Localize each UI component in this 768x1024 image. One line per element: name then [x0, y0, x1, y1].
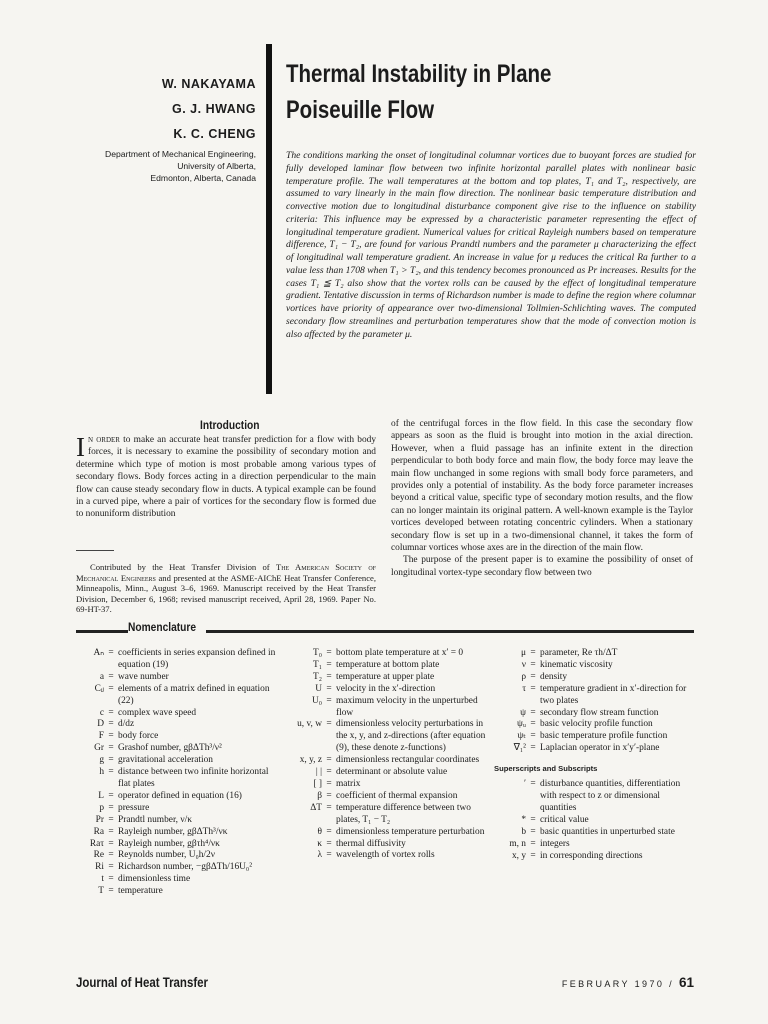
- nomenclature-symbol: U₀: [311, 695, 322, 706]
- nomenclature-entry: [494, 851, 694, 863]
- nomenclature-symbol: c: [99, 707, 104, 718]
- equals-sign: =: [530, 719, 536, 730]
- nomenclature-definition: Rayleigh number, gβΔTh³/νκ: [118, 826, 228, 837]
- nomenclature-symbol: ΔT: [310, 802, 322, 813]
- nomenclature-rule-left: [76, 630, 128, 633]
- nomenclature-definition: Reynolds number, U₀h/2ν: [118, 850, 215, 861]
- nomenclature-column-3: [494, 648, 694, 862]
- nomenclature-symbol: ∇₁²: [513, 743, 526, 754]
- page-footer: [562, 975, 694, 990]
- equals-sign: =: [108, 731, 114, 742]
- affiliation: [36, 148, 256, 184]
- equals-sign: =: [108, 707, 114, 718]
- nomenclature-definition: operator defined in equation (16): [118, 790, 242, 801]
- nomenclature-definition: temperature difference between two plates, T₁ − T₂: [336, 802, 471, 825]
- nomenclature-symbol: p: [99, 802, 104, 813]
- nomenclature-definition: dimensionless temperature perturbation: [336, 826, 485, 837]
- equals-sign: =: [326, 695, 332, 706]
- nomenclature-entry: [282, 755, 487, 767]
- nomenclature-entry: [494, 743, 694, 755]
- nomenclature-symbol: t: [101, 874, 104, 885]
- nomenclature-symbol: T₂: [313, 671, 322, 682]
- nomenclature-definition: distance between two infinite horizontal flat plates: [118, 767, 269, 789]
- nomenclature-definition: maximum velocity in the unperturbed flow: [336, 695, 478, 718]
- nomenclature-definition: basic quantities in unperturbed state: [540, 826, 675, 837]
- nomenclature-definition: critical value: [540, 814, 589, 825]
- issue-date: FEBRUARY 1970 /: [561, 979, 675, 989]
- nomenclature-definition: complex wave speed: [118, 707, 197, 718]
- equals-sign: =: [326, 671, 332, 682]
- nomenclature-symbol: L: [98, 790, 104, 801]
- nomenclature-symbol: λ: [317, 850, 322, 861]
- nomenclature-definition: dimensionless rectangular coordinates: [336, 755, 480, 766]
- nomenclature-entry: [76, 815, 276, 827]
- nomenclature-entry: [76, 708, 276, 720]
- nomenclature-definition: parameter, Re τh/ΔT: [540, 648, 618, 658]
- nomenclature-symbol: F: [98, 731, 104, 742]
- equals-sign: =: [326, 802, 332, 813]
- nomenclature-definition: bottom plate temperature at x′ = 0: [336, 648, 464, 658]
- equals-sign: =: [108, 719, 114, 730]
- nomenclature-entry: [76, 719, 276, 731]
- equals-sign: =: [108, 743, 114, 754]
- nomenclature-entry: [282, 827, 487, 839]
- nomenclature-rule-right: [206, 630, 694, 633]
- nomenclature-entry: [494, 648, 694, 660]
- nomenclature-symbol: u, v, w: [297, 719, 322, 730]
- equals-sign: =: [326, 850, 332, 861]
- nomenclature-entry: [76, 874, 276, 886]
- nomenclature-entry: [494, 684, 694, 708]
- nomenclature-definition: dimensionless time: [118, 874, 191, 885]
- affiliation-line: Edmonton, Alberta, Canada: [150, 173, 256, 183]
- nomenclature-definition: pressure: [118, 802, 150, 813]
- nomenclature-entry: [76, 886, 276, 898]
- equals-sign: =: [108, 683, 114, 694]
- equals-sign: =: [108, 886, 114, 897]
- equals-sign: =: [108, 862, 114, 873]
- author-name: K. C. CHENG: [173, 127, 256, 141]
- nomenclature-entry: [76, 839, 276, 851]
- nomenclature-symbol: m, n: [509, 838, 526, 849]
- equals-sign: =: [530, 671, 536, 682]
- nomenclature-definition: temperature at upper plate: [336, 671, 435, 682]
- footnote-text: and presented at the ASME-AIChE Heat Transfer Conference, Minneapolis, Minn., August 3–6, 1969. Manuscript received by the Heat Transfer Division, December 6, 1968; revised manuscript received, April 28, 1969. Paper No. 69-HT-37.: [76, 572, 376, 615]
- equals-sign: =: [108, 874, 114, 885]
- nomenclature-entry: [494, 719, 694, 731]
- author-list: [56, 72, 256, 147]
- equals-sign: =: [530, 743, 536, 754]
- nomenclature-list: [494, 648, 694, 755]
- nomenclature-symbol: ψ: [520, 707, 526, 718]
- nomenclature-symbol: Cᵢⱼ: [94, 683, 104, 694]
- equals-sign: =: [326, 838, 332, 849]
- nomenclature-symbol: *: [521, 814, 526, 825]
- nomenclature-entry: [76, 648, 276, 672]
- nomenclature-entry: [494, 672, 694, 684]
- equals-sign: =: [326, 719, 332, 730]
- nomenclature-definition: temperature at bottom plate: [336, 659, 440, 670]
- equals-sign: =: [530, 779, 536, 790]
- nomenclature-definition: basic velocity profile function: [540, 719, 653, 730]
- nomenclature-entry: [494, 708, 694, 720]
- body-column-right: [391, 418, 693, 579]
- nomenclature-definition: Laplacian operator in x′y′-plane: [540, 743, 660, 754]
- abstract: The conditions marking the onset of longitudinal columnar vortices due to buoyant forces are studied for fully developed laminar flow between two infinite horizontal parallel plates with nonlinear basic temperature profile. The wall temperatures at the bottom and top plates, T₁ and T₂, respectively, are assumed to vary linearly in the main flow direction. The nonlinear basic temperature distribution and convective motion due to longitudinal disturbance component give rise to the influence on stability criteria: This influence may be expressed by a characteristic parameter representing the effect of longitudinal temperature gradient. Numerical values for critical Rayleigh numbers based on temperature difference, T₁ − T₂, are found for various Prandtl numbers and the parameter μ characterizing the effect of longitudinal wall temperature gradient. An increase in value for μ reduces the critical Ra further to a value less than 1708 when T₁ > T₂, and this tendency becomes pronounced as Pr increases. Results for the cases T₁ ≦ T₂ also show that the vortex rolls can be caused by the effect of longitudinal temperature gradient. Tentative discussion in terms of Richardson number is made to define the region where columnar vortices have priority of appearance over two-dimensional Tollmien-Schlichting waves. The computed secondary flow streamlines and perturbation temperatures show that the mode of convection motion is also affected by the parameter μ.: [286, 150, 696, 340]
- drop-cap: I: [76, 432, 85, 462]
- equals-sign: =: [530, 659, 536, 670]
- nomenclature-definition: integers: [540, 838, 570, 849]
- nomenclature-definition: determinant or absolute value: [336, 767, 448, 778]
- footnote-society: The American Society of Mechanical Engineers: [76, 562, 376, 583]
- paper-title: [286, 56, 671, 128]
- nomenclature-symbol: U: [315, 683, 322, 694]
- nomenclature-definition: Richardson number, −gβΔTh/16U₀²: [118, 862, 253, 873]
- nomenclature-entry: [494, 827, 694, 839]
- equals-sign: =: [530, 707, 536, 718]
- nomenclature-symbol: h: [99, 767, 104, 778]
- equals-sign: =: [108, 850, 114, 861]
- equals-sign: =: [108, 648, 114, 658]
- equals-sign: =: [326, 659, 332, 670]
- nomenclature-entry: [282, 672, 487, 684]
- nomenclature-definition: thermal diffusivity: [336, 838, 406, 849]
- nomenclature-symbol: b: [521, 826, 526, 837]
- equals-sign: =: [108, 802, 114, 813]
- author-name: G. J. HWANG: [172, 102, 256, 116]
- nomenclature-definition: dimensionless velocity perturbations in the x, y, and z-directions (after equation (9), these denote z-functions): [336, 719, 486, 754]
- nomenclature-entry: [282, 779, 487, 791]
- equals-sign: =: [326, 755, 332, 766]
- nomenclature-entry: [282, 839, 487, 851]
- equals-sign: =: [326, 790, 332, 801]
- nomenclature-definition: density: [540, 671, 568, 682]
- equals-sign: =: [530, 826, 536, 837]
- nomenclature-entry: [76, 827, 276, 839]
- paragraph-text: to make an accurate heat transfer prediction for a flow with body forces, it is necessary to examine the possibility of secondary motion and determine which type of motion is most probable among various types of secondary flows. Body forces acting in a direction perpendicular to the main flow can cause steady secondary flow in ducts. A typical example can be found in a curved pipe, where a pair of vortices for the secondary flow is formed due to nonuniform distribution: [76, 435, 377, 520]
- equals-sign: =: [108, 755, 114, 766]
- equals-sign: =: [326, 767, 332, 778]
- nomenclature-definition: Prandtl number, ν/κ: [118, 814, 192, 825]
- nomenclature-definition: temperature: [118, 886, 163, 897]
- nomenclature-entry: [282, 648, 487, 660]
- nomenclature-entry: [282, 696, 487, 720]
- lead-in: n order: [88, 435, 120, 445]
- nomenclature-definition: body force: [118, 731, 159, 742]
- nomenclature-entry: [494, 839, 694, 851]
- nomenclature-entry: [76, 684, 276, 708]
- nomenclature-entry: [494, 660, 694, 672]
- nomenclature-symbol: ′: [523, 779, 526, 790]
- equals-sign: =: [108, 767, 114, 778]
- author-name: W. NAKAYAMA: [161, 77, 256, 91]
- nomenclature-symbol: ρ: [521, 671, 526, 682]
- nomenclature-definition: in corresponding directions: [540, 850, 643, 861]
- nomenclature-entry: [76, 731, 276, 743]
- subheading-superscripts: Superscripts and Subscripts: [494, 764, 598, 774]
- nomenclature-definition: coefficient of thermal expansion: [336, 790, 458, 801]
- equals-sign: =: [530, 850, 536, 861]
- equals-sign: =: [530, 683, 536, 694]
- nomenclature-entry: [76, 767, 276, 791]
- nomenclature-column-2: [282, 648, 487, 862]
- nomenclature-symbol: T₁: [313, 659, 322, 670]
- equals-sign: =: [108, 790, 114, 801]
- nomenclature-symbol: ψₜ: [517, 731, 526, 742]
- nomenclature-symbol: g: [99, 755, 104, 766]
- equals-sign: =: [108, 814, 114, 825]
- nomenclature-definition: Rayleigh number, gβτh⁴/νκ: [118, 838, 220, 849]
- nomenclature-entry: [494, 779, 694, 815]
- equals-sign: =: [108, 671, 114, 682]
- title-line: Poiseuille Flow: [286, 96, 435, 124]
- nomenclature-entry: [76, 791, 276, 803]
- nomenclature-symbol: μ: [520, 648, 526, 658]
- nomenclature-entry: [76, 755, 276, 767]
- nomenclature-symbol: τ: [522, 683, 526, 694]
- nomenclature-entry: [282, 660, 487, 672]
- nomenclature-symbol: ψᵤ: [517, 719, 526, 730]
- nomenclature-entry: [76, 862, 276, 874]
- nomenclature-definition: elements of a matrix defined in equation (22): [118, 683, 270, 706]
- equals-sign: =: [326, 778, 332, 789]
- equals-sign: =: [326, 826, 332, 837]
- nomenclature-entry: [76, 743, 276, 755]
- footnote-text: Contributed by the Heat Transfer Division of: [90, 562, 276, 572]
- nomenclature-symbol: | |: [315, 767, 322, 778]
- nomenclature-entry: [76, 850, 276, 862]
- nomenclature-symbol: Pr: [95, 814, 104, 825]
- equals-sign: =: [326, 683, 332, 694]
- nomenclature-symbol: θ: [317, 826, 322, 837]
- nomenclature-symbol: Re: [93, 850, 104, 861]
- nomenclature-definition: matrix: [336, 778, 361, 789]
- nomenclature-symbol: Raτ: [89, 838, 104, 849]
- section-heading-introduction: Introduction: [200, 418, 260, 432]
- footnote-rule: [76, 550, 114, 551]
- nomenclature-symbol: D: [97, 719, 104, 730]
- affiliation-line: Department of Mechanical Engineering,: [105, 149, 256, 159]
- equals-sign: =: [108, 826, 114, 837]
- nomenclature-symbol: β: [317, 790, 322, 801]
- nomenclature-definition: gravitational acceleration: [118, 755, 213, 766]
- journal-name: Journal of Heat Transfer: [76, 975, 209, 990]
- nomenclature-definition: secondary flow stream function: [540, 707, 659, 718]
- nomenclature-symbol: Ra: [93, 826, 104, 837]
- nomenclature-definition: wavelength of vortex rolls: [336, 850, 435, 861]
- equals-sign: =: [326, 648, 332, 658]
- nomenclature-symbol: Gr: [94, 743, 104, 754]
- nomenclature-definition: Grashof number, gβΔTh³/ν²: [118, 743, 222, 754]
- nomenclature-entry: [282, 850, 487, 862]
- nomenclature-entry: [76, 672, 276, 684]
- equals-sign: =: [530, 731, 536, 742]
- nomenclature-entry: [282, 767, 487, 779]
- nomenclature-symbol: ν: [521, 659, 526, 670]
- nomenclature-symbol: T₀: [313, 648, 322, 658]
- equals-sign: =: [530, 814, 536, 825]
- nomenclature-definition: coefficients in series expansion defined in equation (19): [118, 648, 276, 670]
- nomenclature-symbol: T: [98, 886, 104, 897]
- nomenclature-definition: velocity in the x′-direction: [336, 683, 436, 694]
- nomenclature-entry: [282, 791, 487, 803]
- nomenclature-symbol: κ: [317, 838, 322, 849]
- nomenclature-symbol: x, y: [511, 850, 526, 861]
- nomenclature-entry: [494, 815, 694, 827]
- nomenclature-entry: [282, 719, 487, 755]
- paragraph: of the centrifugal forces in the flow field. In this case the secondary flow appears as soon as the fluid is brought into motion in the axial direction. However, when a fluid passage has an infinite extent in the direction perpendicular to both body force and main flow, the body force may leave the main flow unchanged in some regions with small body force parameters, and provides only a potential of instability. As the body force parameter increases beyond a critical value, specific type of secondary motion results, and the flow can no longer maintain its original pattern. A well-known example is the Taylor vortices developed between rotating concentric cylinders. When a stationary secondary flow is set up in a two-dimensional channel, it takes the form of columnar vortices whose axes are in the direction of the main flow.: [391, 419, 693, 554]
- nomenclature-entry: [76, 803, 276, 815]
- equals-sign: =: [530, 838, 536, 849]
- nomenclature-entry: [494, 731, 694, 743]
- title-divider-bar: [266, 44, 272, 394]
- nomenclature-definition: d/dz: [118, 719, 135, 730]
- footnote: [76, 562, 376, 615]
- nomenclature-definition: temperature gradient in x′-direction for two plates: [540, 683, 687, 706]
- equals-sign: =: [530, 648, 536, 658]
- nomenclature-symbol: Aₙ: [93, 648, 104, 658]
- nomenclature-list: [494, 779, 694, 862]
- nomenclature-symbol: a: [99, 671, 104, 682]
- nomenclature-definition: wave number: [118, 671, 169, 682]
- page-number: 61: [678, 975, 694, 990]
- nomenclature-entry: [282, 803, 487, 827]
- nomenclature-definition: basic temperature profile function: [540, 731, 668, 742]
- nomenclature-definition: disturbance quantities, differentiation with respect to z or dimensional quantities: [540, 779, 681, 813]
- affiliation-line: University of Alberta,: [177, 161, 256, 171]
- body-column-left: [76, 434, 376, 521]
- nomenclature-symbol: x, y, z: [299, 755, 322, 766]
- paragraph: The purpose of the present paper is to examine the possibility of onset of longitudinal vortex-type secondary flow between two: [391, 555, 693, 578]
- nomenclature-definition: kinematic viscosity: [540, 659, 613, 670]
- nomenclature-column-1: [76, 648, 276, 898]
- equals-sign: =: [108, 838, 114, 849]
- nomenclature-entry: [282, 684, 487, 696]
- nomenclature-symbol: [ ]: [313, 778, 322, 789]
- section-heading-nomenclature: Nomenclature: [128, 620, 197, 634]
- nomenclature-symbol: Ri: [95, 862, 104, 873]
- title-line: Thermal Instability in Plane: [286, 60, 552, 88]
